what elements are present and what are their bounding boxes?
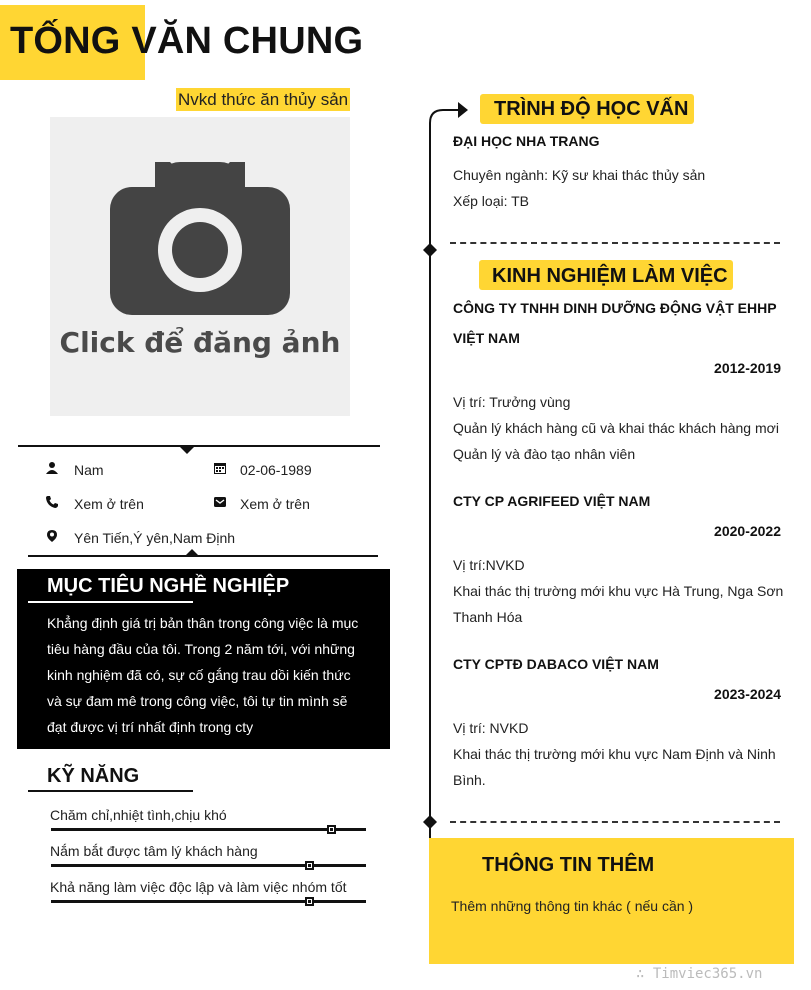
photo-upload[interactable] [50,117,350,416]
objective-title[interactable]: MỤC TIÊU NGHỀ NGHIỆP [47,575,290,597]
divider-top [18,445,380,447]
job-period[interactable]: 2023-2024 [714,686,781,702]
skills-title-underline [28,790,193,792]
school-name[interactable]: ĐẠI HỌC NHA TRANG [453,133,600,149]
job-detail[interactable]: Bình. [453,772,486,788]
job-title[interactable]: Nvkd thức ăn thủy sản [178,90,349,109]
email-icon [213,495,227,509]
watermark [636,966,762,982]
job-detail[interactable]: Vị trí: NVKD [453,720,529,736]
birthday-value[interactable]: 02-06-1989 [240,462,312,478]
experience-title[interactable]: KINH NGHIỆM LÀM VIỆC [492,265,728,287]
objective-line: đạt được vị trí nhất định trong cty [47,719,254,735]
company-name[interactable]: CTY CP AGRIFEED VIỆT NAM [453,493,651,509]
gender-value[interactable]: Nam [74,462,104,478]
candidate-name[interactable]: TỐNG VĂN CHUNG [10,20,364,62]
company-name[interactable]: CTY CPTĐ DABACO VIỆT NAM [453,656,659,672]
skill-label[interactable]: Chăm chỉ,nhiệt tình,chịu khó [50,807,227,823]
email-value[interactable]: Xem ở trên [240,496,310,512]
objective-line: Khẳng định giá trị bản thân trong công việc là mục [47,615,359,631]
job-detail[interactable]: Khai thác thị trường mới khu vực Nam Định và Ninh [453,746,776,762]
education-major[interactable]: Chuyên ngành: Kỹ sư khai thác thủy sản [453,167,706,183]
objective-line: và sự đam mê trong công việc, tôi tự tin mình sẽ [47,693,348,709]
address-value[interactable]: Yên Tiến,Ý yên,Nam Định [74,530,236,546]
skill-bar [51,900,366,903]
section-divider [450,242,780,244]
user-icon [45,461,59,475]
job-period[interactable]: 2020-2022 [714,523,781,539]
phone-value[interactable]: Xem ở trên [74,496,144,512]
skill-bar [51,828,366,831]
skill-bar [51,864,366,867]
watermark-text: Timviec365.vn [652,966,763,982]
additional-title[interactable]: THÔNG TIN THÊM [482,854,655,876]
job-detail[interactable]: Vị trí:NVKD [453,557,525,573]
objective-line: kinh nghiệm đã có, sự cố gắng trau dồi kiến thức [47,667,351,683]
skill-slider-handle[interactable] [327,825,336,834]
education-rank[interactable]: Xếp loại: TB [453,193,530,209]
job-period[interactable]: 2012-2019 [714,360,781,376]
company-name[interactable]: CÔNG TY TNHH DINH DƯỠNG ĐỘNG VẬT EHHP [453,300,777,316]
camera-icon [50,117,350,416]
logo-icon: ∴ [636,966,653,982]
skills-title[interactable]: KỸ NĂNG [47,765,140,787]
skill-slider-handle[interactable] [305,897,314,906]
company-name-cont[interactable]: VIỆT NAM [453,330,520,346]
divider-bottom [28,555,378,557]
calendar-icon [213,461,227,475]
chevron-down-icon [180,447,194,454]
skill-label[interactable]: Khả năng làm việc độc lập và làm việc nhóm tốt [50,879,347,895]
job-detail[interactable]: Khai thác thị trường mới khu vực Hà Trung, Nga Sơn [453,583,784,599]
additional-text[interactable]: Thêm những thông tin khác ( nếu cần ) [451,898,694,914]
objective-title-underline [28,601,193,603]
education-title[interactable]: TRÌNH ĐỘ HỌC VẤN [494,98,689,120]
job-detail[interactable]: Quản lý và đào tạo nhân viên [453,446,636,462]
objective-line: tiêu hàng đầu của tôi. Trong 2 năm tới, với những [47,641,355,657]
skill-slider-handle[interactable] [305,861,314,870]
skill-label[interactable]: Nắm bắt được tâm lý khách hàng [50,843,258,859]
location-icon [45,529,59,543]
photo-upload-label[interactable]: Click để đăng ảnh [59,326,341,359]
objective-text[interactable] [47,610,362,740]
phone-icon [45,495,59,509]
section-divider [450,821,780,823]
job-detail[interactable]: Quản lý khách hàng cũ và khai thác khách hàng mơi [453,420,779,436]
job-detail[interactable]: Vị trí: Trưởng vùng [453,394,571,410]
job-detail[interactable]: Thanh Hóa [453,609,523,625]
